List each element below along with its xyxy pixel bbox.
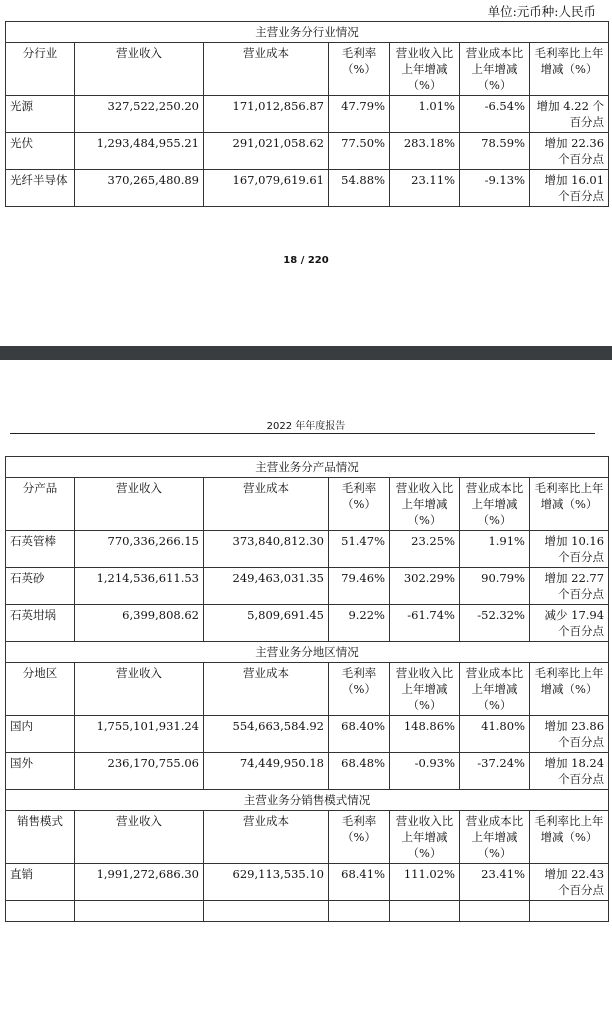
empty-cell: [460, 901, 530, 922]
section-title-row: [6, 457, 609, 478]
gross-margin-cell: 68.41%: [329, 864, 390, 901]
empty-cell: [329, 901, 390, 922]
revenue-change-cell: 283.18%: [390, 133, 460, 170]
section-title: 主营业务分产品情况: [6, 457, 609, 478]
margin-change-cell: 增加 10.16 个百分点: [530, 531, 609, 568]
revenue-cell: 327,522,250.20: [75, 96, 204, 133]
column-header-revenue: 营业收入: [75, 43, 204, 96]
table-row: [6, 753, 609, 790]
table-row: [6, 864, 609, 901]
cost-cell: 167,079,619.61: [204, 170, 329, 207]
gross-margin-cell: 47.79%: [329, 96, 390, 133]
revenue-cell: 770,336,266.15: [75, 531, 204, 568]
row-name-cell: 国内: [6, 716, 75, 753]
column-header-gross-margin: 毛利率（%）: [329, 663, 390, 716]
cost-change-cell: 1.91%: [460, 531, 530, 568]
revenue-change-cell: -61.74%: [390, 605, 460, 642]
column-header-revenue: 营业收入: [75, 811, 204, 864]
segment-table: [5, 456, 609, 922]
gross-margin-cell: 68.40%: [329, 716, 390, 753]
section-title: 主营业务分行业情况: [6, 22, 609, 43]
revenue-change-cell: 23.25%: [390, 531, 460, 568]
cost-cell: 554,663,584.92: [204, 716, 329, 753]
gross-margin-cell: 51.47%: [329, 531, 390, 568]
gross-margin-cell: 77.50%: [329, 133, 390, 170]
column-header-cost-change: 营业成本比上年增减（%）: [460, 43, 530, 96]
row-name-cell: 石英砂: [6, 568, 75, 605]
column-header-cost: 营业成本: [204, 43, 329, 96]
gross-margin-cell: 9.22%: [329, 605, 390, 642]
page-number: 18 / 220: [283, 255, 329, 266]
gross-margin-cell: 79.46%: [329, 568, 390, 605]
cost-change-cell: -52.32%: [460, 605, 530, 642]
section-title-row: [6, 642, 609, 663]
empty-cell: [530, 901, 609, 922]
cost-cell: 249,463,031.35: [204, 568, 329, 605]
margin-change-cell: 减少 17.94 个百分点: [530, 605, 609, 642]
column-header-margin-change: 毛利率比上年增减（%）: [530, 43, 609, 96]
row-name-cell: 直销: [6, 864, 75, 901]
column-header-margin-change: 毛利率比上年增减（%）: [530, 811, 609, 864]
column-header-row: [6, 663, 609, 716]
table-row: [6, 568, 609, 605]
column-header-cost: 营业成本: [204, 663, 329, 716]
cost-cell: 291,021,058.62: [204, 133, 329, 170]
cost-change-cell: -6.54%: [460, 96, 530, 133]
column-header-row: [6, 811, 609, 864]
gross-margin-cell: 68.48%: [329, 753, 390, 790]
margin-change-cell: 增加 4.22 个百分点: [530, 96, 609, 133]
header-rule: [10, 433, 595, 434]
cost-change-cell: -37.24%: [460, 753, 530, 790]
row-header-label: 分地区: [6, 663, 75, 716]
column-header-rev-change: 营业收入比上年增减（%）: [390, 811, 460, 864]
section-title: 主营业务分销售模式情况: [6, 790, 609, 811]
page-separator: [0, 346, 612, 360]
cost-change-cell: 78.59%: [460, 133, 530, 170]
column-header-row: [6, 478, 609, 531]
revenue-change-cell: 148.86%: [390, 716, 460, 753]
row-name-cell: 光伏: [6, 133, 75, 170]
empty-cell: [75, 901, 204, 922]
revenue-change-cell: 23.11%: [390, 170, 460, 207]
table-row: [6, 531, 609, 568]
table-row: [6, 605, 609, 642]
cost-change-cell: -9.13%: [460, 170, 530, 207]
revenue-cell: 1,293,484,955.21: [75, 133, 204, 170]
cost-cell: 629,113,535.10: [204, 864, 329, 901]
column-header-rev-change: 营业收入比上年增减（%）: [390, 663, 460, 716]
table-row: [6, 716, 609, 753]
row-name-cell: 国外: [6, 753, 75, 790]
row-header-label: 分产品: [6, 478, 75, 531]
cost-cell: 373,840,812.30: [204, 531, 329, 568]
empty-cell: [390, 901, 460, 922]
column-header-rev-change: 营业收入比上年增减（%）: [390, 43, 460, 96]
empty-cell: [204, 901, 329, 922]
column-header-cost-change: 营业成本比上年增减（%）: [460, 478, 530, 531]
column-header-cost: 营业成本: [204, 478, 329, 531]
cost-change-cell: 23.41%: [460, 864, 530, 901]
cost-cell: 5,809,691.45: [204, 605, 329, 642]
cost-cell: 74,449,950.18: [204, 753, 329, 790]
margin-change-cell: 增加 22.43 个百分点: [530, 864, 609, 901]
margin-change-cell: 增加 18.24 个百分点: [530, 753, 609, 790]
row-name-cell: 光源: [6, 96, 75, 133]
margin-change-cell: 增加 23.86 个百分点: [530, 716, 609, 753]
cost-cell: 171,012,856.87: [204, 96, 329, 133]
revenue-change-cell: -0.93%: [390, 753, 460, 790]
column-header-gross-margin: 毛利率（%）: [329, 811, 390, 864]
row-name-cell: 光纤半导体: [6, 170, 75, 207]
revenue-cell: 1,214,536,611.53: [75, 568, 204, 605]
revenue-cell: 1,755,101,931.24: [75, 716, 204, 753]
section-title-row: [6, 22, 609, 43]
column-header-cost: 营业成本: [204, 811, 329, 864]
cost-change-cell: 41.80%: [460, 716, 530, 753]
revenue-cell: 236,170,755.06: [75, 753, 204, 790]
revenue-change-cell: 302.29%: [390, 568, 460, 605]
revenue-change-cell: 1.01%: [390, 96, 460, 133]
margin-change-cell: 增加 16.01 个百分点: [530, 170, 609, 207]
column-header-revenue: 营业收入: [75, 478, 204, 531]
industry-table: [5, 21, 609, 207]
table-row: [6, 96, 609, 133]
column-header-revenue: 营业收入: [75, 663, 204, 716]
gross-margin-cell: 54.88%: [329, 170, 390, 207]
table-row: [6, 133, 609, 170]
cost-change-cell: 90.79%: [460, 568, 530, 605]
row-header-label: 分行业: [6, 43, 75, 96]
revenue-cell: 370,265,480.89: [75, 170, 204, 207]
column-header-cost-change: 营业成本比上年增减（%）: [460, 663, 530, 716]
unit-label: 单位:元币种:人民币: [487, 4, 596, 19]
column-header-margin-change: 毛利率比上年增减（%）: [530, 478, 609, 531]
column-header-margin-change: 毛利率比上年增减（%）: [530, 663, 609, 716]
column-header-gross-margin: 毛利率（%）: [329, 43, 390, 96]
empty-row: [6, 901, 609, 922]
column-header-rev-change: 营业收入比上年增减（%）: [390, 478, 460, 531]
row-name-cell: 石英管棒: [6, 531, 75, 568]
column-header-row: [6, 43, 609, 96]
row-name-cell: 石英坩埚: [6, 605, 75, 642]
column-header-gross-margin: 毛利率（%）: [329, 478, 390, 531]
section-title: 主营业务分地区情况: [6, 642, 609, 663]
table-row: [6, 170, 609, 207]
section-title-row: [6, 790, 609, 811]
report-title: 2022 年年度报告: [266, 421, 346, 432]
revenue-cell: 6,399,808.62: [75, 605, 204, 642]
revenue-cell: 1,991,272,686.30: [75, 864, 204, 901]
row-header-label: 销售模式: [6, 811, 75, 864]
revenue-change-cell: 111.02%: [390, 864, 460, 901]
column-header-cost-change: 营业成本比上年增减（%）: [460, 811, 530, 864]
margin-change-cell: 增加 22.36 个百分点: [530, 133, 609, 170]
margin-change-cell: 增加 22.77 个百分点: [530, 568, 609, 605]
empty-cell: [6, 901, 75, 922]
